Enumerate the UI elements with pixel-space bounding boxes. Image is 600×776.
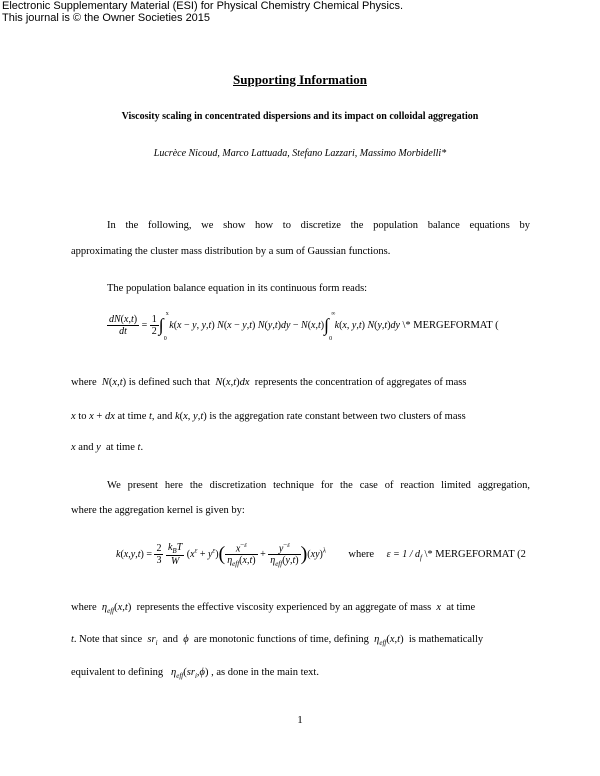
paragraph-5-line-1: where $\eta_{eff}(x,t)$ represents the effective viscosity experienced by an aggregate of mass x at time <box>71 602 476 616</box>
paragraph-3-line-2: x to x + dx at time t, and k(x, y,t) is the aggregation rate constant between two clusters of mass <box>71 411 466 422</box>
equation-1-tag: \* MERGEFORMAT ( <box>402 319 499 331</box>
page-title: Supporting Information <box>233 72 367 87</box>
equation-2-where: where <box>348 548 375 560</box>
paragraph-3-line-3: x and y at time t. <box>71 442 144 453</box>
paragraph-1-line-1: In the following, we show how to discretize the population balance equations by <box>107 220 530 231</box>
p5-represents: represents the effective viscosity experienced by an aggregate of mass <box>136 602 432 613</box>
author-list: Lucrèce Nicoud, Marco Lattuada, Stefano Lazzari, Massimo Morbidelli* <box>153 148 447 159</box>
p5-note: . Note that since <box>73 634 143 645</box>
equation-1: $\frac{dN(x,t)}{dt}$ = $\frac{1}{2}$ ∫ x 0 k(x − y, y,t) N(x − y,t) N(y,t)dy − N(x,t)∫ ∞ 0 k(x, y,t) N(y,t)dy \* MERGEFORMAT ( <box>109 311 499 342</box>
p3-and2: and <box>78 442 94 453</box>
paragraph-2: The population balance equation in its continuous form reads: <box>107 283 368 294</box>
paragraph-3-line-1: where N(x,t) is defined such that N(x,t)dx represents the concentration of aggregates of mass <box>71 377 467 388</box>
p5-line3a: equivalent to defining <box>71 667 164 678</box>
equation-2: k(x,y,t) = $\frac{2}{3}$ $\frac{k_BT}{W}$ $(x^\varepsilon + y^\varepsilon)$( $\frac{x^{-\varepsilon}}{\eta_{eff}(x,t)}$ + $\frac{y^{-\varepsilon}}{\eta_{eff}(y,t)}$ )(xy)$^\lambda$ where $\varepsilon = 1 / d_f$ \* MERGEFORMAT (2 <box>116 541 526 569</box>
p3-where: where <box>71 377 97 388</box>
p3-at-time: at time <box>117 411 147 422</box>
p5-at-time: at time <box>446 602 476 613</box>
p5-line3b: , as done in the main text. <box>211 667 319 678</box>
p3-defined: is defined such that <box>128 377 211 388</box>
p5-monotonic: are monotonic functions of time, defining <box>193 634 369 645</box>
p5-where: where <box>71 602 97 613</box>
equation-2-tag: \* MERGEFORMAT (2 <box>424 548 526 560</box>
page-number: 1 <box>297 714 303 726</box>
paragraph-4-line-2: where the aggregation kernel is given by: <box>71 505 245 516</box>
paper-subtitle: Viscosity scaling in concentrated dispersions and its impact on colloidal aggregation <box>121 111 479 122</box>
p3-rate: is the aggregation rate constant between two clusters of mass <box>209 411 466 422</box>
paragraph-4-line-1: We present here the discretization technique for the case of reaction limited aggregation, <box>107 480 530 491</box>
p3-at-time2: at time <box>106 442 135 453</box>
p3-represents: represents the concentration of aggregates of mass <box>254 377 467 388</box>
journal-header-line2: This journal is © the Owner Societies 2015 <box>2 12 211 24</box>
journal-header-line1: Electronic Supplementary Material (ESI) for Physical Chemistry Chemical Physics. <box>2 0 404 12</box>
p3-and: , and <box>151 411 173 422</box>
equation-2-epsilon: ε = 1 / d <box>386 548 421 560</box>
paragraph-5-line-3: equivalent to defining $\eta_{eff}(sr_i,\phi)$ , as done in the main text. <box>71 667 319 681</box>
paragraph-1-line-2: approximating the cluster mass distribution by a sum of Gaussian functions. <box>71 246 391 257</box>
p3-to: to <box>78 411 87 422</box>
p5-equiv: is mathematically <box>408 634 484 645</box>
p5-and: and <box>162 634 178 645</box>
paragraph-5-line-2: t. Note that since $sr_i$ and ϕ are monotonic functions of time, defining $\eta_{eff}(x,t)$ is mathematically <box>71 634 484 648</box>
